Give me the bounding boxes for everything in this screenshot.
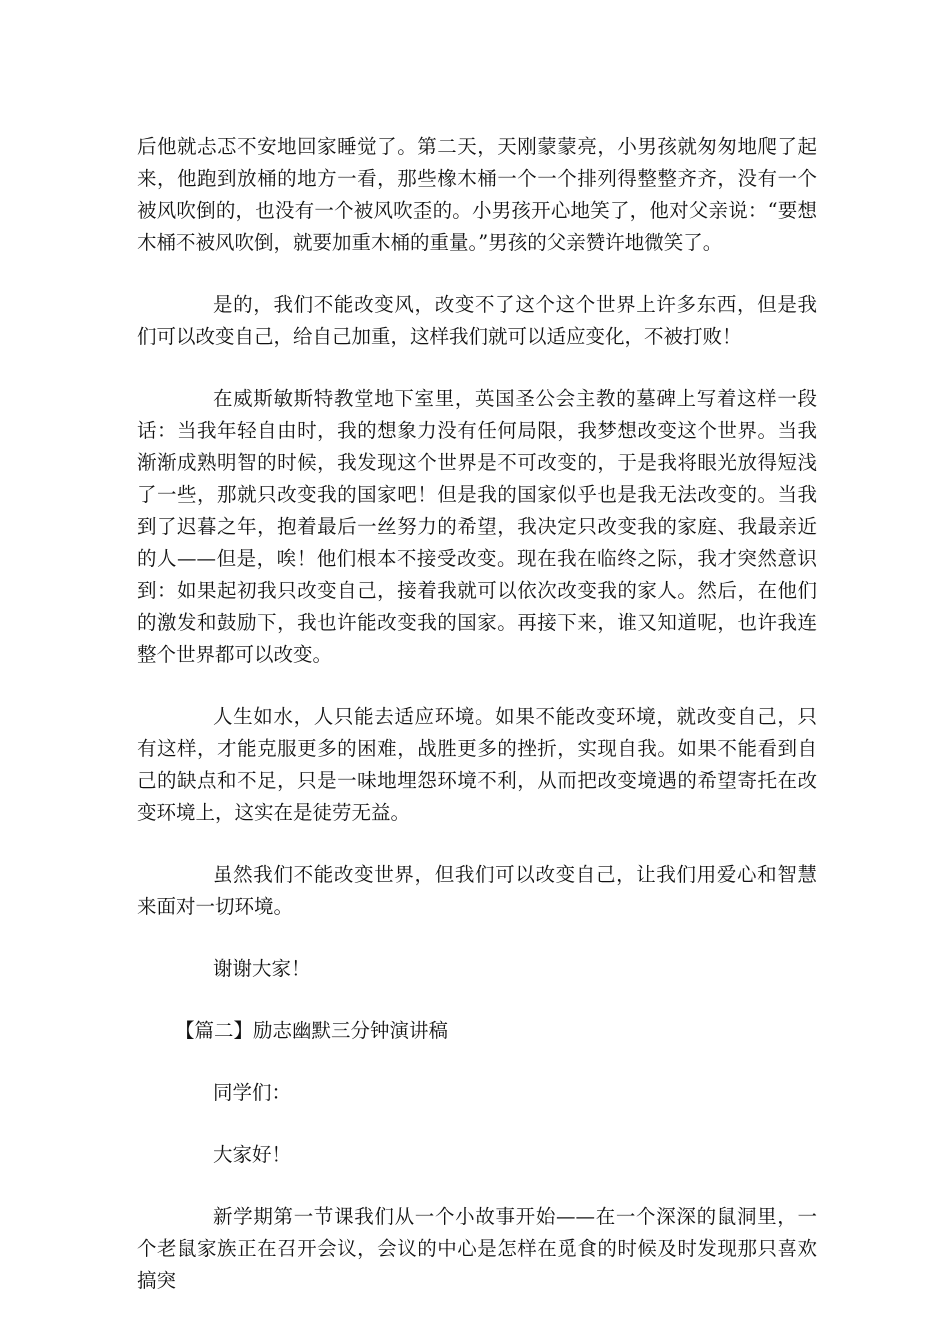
paragraph-westminster-epitaph: 在威斯敏斯特教堂地下室里，英国圣公会主教的墓碑上写着这样一段话：当我年轻自由时，我的想象力没有任何局限，我梦想改变这个世界。当我渐渐成熟明智的时候，我发现这个世界是不可改变的，于是我将眼光放得短浅了一些，那就只改变我的国家吧！但是我的国家似乎也是我无法改变的。当我到了迟暮之年，抱着最后一丝努力的希望，我决定只改变我的家庭、我最亲近的人——但是，唉！他们根本不接受改变。现在我在临终之际，我才突然意识到：如果起初我只改变自己，接着我就可以依次改变我的家人。然后，在他们的激发和鼓励下，我也许能改变我的国家。再接下来，谁又知道呢，也许我连整个世界都可以改变。 (137, 387, 817, 666)
paragraph-thanks: 谢谢大家！ (213, 957, 311, 980)
paragraph-greeting-all: 大家好！ (213, 1143, 292, 1166)
paragraph-change-self: 是的，我们不能改变风，改变不了这个这个世界上许多东西，但是我们可以改变自己，给自己加重，这样我们就可以适应变化，不被打败！ (137, 293, 817, 348)
paragraph-conclusion: 虽然我们不能改变世界，但我们可以改变自己，让我们用爱心和智慧来面对一切环境。 (137, 863, 817, 918)
section-heading-part-two: 【篇二】励志幽默三分钟演讲稿 (175, 1019, 449, 1042)
paragraph-mouse-story: 新学期第一节课我们从一个小故事开始——在一个深深的鼠洞里，一个老鼠家族正在召开会议，会议的中心是怎样在觅食的时候及时发现那只喜欢搞突 (137, 1205, 817, 1292)
paragraph-life-like-water: 人生如水，人只能去适应环境。如果不能改变环境，就改变自己，只有这样，才能克服更多的困难，战胜更多的挫折，实现自我。如果不能看到自己的缺点和不足，只是一味地埋怨环境不利，从而把改变境遇的希望寄托在改变环境上，这实在是徒劳无益。 (137, 705, 817, 824)
paragraph-story-ending: 后他就忐忑不安地回家睡觉了。第二天，天刚蒙蒙亮，小男孩就匆匆地爬了起来，他跑到放桶的地方一看，那些橡木桶一个一个排列得整整齐齐，没有一个被风吹倒的，也没有一个被风吹歪的。小男孩开心地笑了，他对父亲说：“要想木桶不被风吹倒，就要加重木桶的重量。”男孩的父亲赞许地微笑了。 (137, 135, 817, 254)
document-page (137, 131, 817, 1327)
paragraph-greeting-students: 同学们： (213, 1081, 292, 1104)
